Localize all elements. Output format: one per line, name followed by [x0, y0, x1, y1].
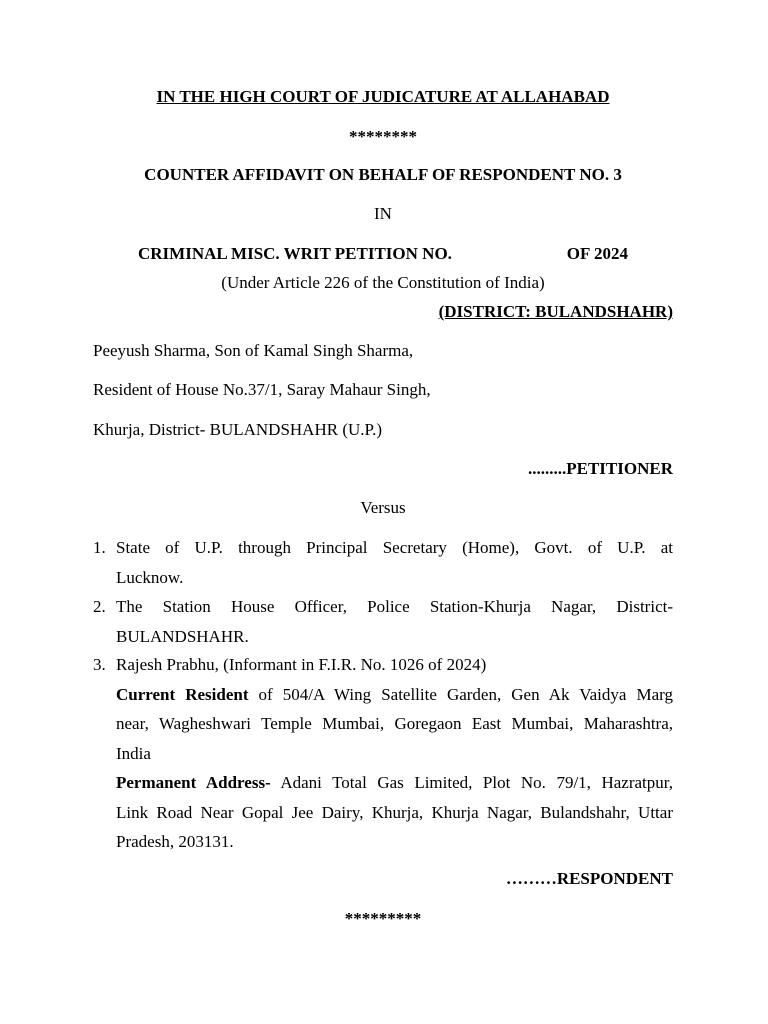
respondent-line: Rajesh Prabhu, (Informant in F.I.R. No. 1026 of 2024)	[116, 655, 487, 674]
respondent-line: Pradesh, 203131.	[116, 832, 234, 851]
respondent-text	[116, 650, 673, 857]
separator-top: ********	[349, 127, 417, 146]
current-resident-line	[116, 680, 673, 710]
list-number: 3.	[93, 655, 106, 674]
permanent-address-label: Permanent Address-	[116, 773, 271, 792]
current-resident-text: of 504/A Wing Satellite Garden, Gen Ak Vaidya Marg	[258, 684, 673, 704]
respondent-line: State of U.P. through Principal Secretary (Home), Govt. of U.P. at	[116, 538, 673, 557]
list-number: 2.	[93, 597, 106, 616]
document-page	[93, 0, 673, 1024]
list-number: 1.	[93, 538, 106, 557]
affidavit-title: COUNTER AFFIDAVIT ON BEHALF OF RESPONDENT NO. 3	[144, 165, 622, 184]
respondent-line: near, Wagheshwari Temple Mumbai, Goregaon East Mumbai, Maharashtra,	[116, 714, 673, 733]
petitioner-line-1: Peeyush Sharma, Son of Kamal Singh Sharma,	[93, 341, 414, 360]
petitioner-label: .........PETITIONER	[528, 459, 673, 478]
respondent-text	[116, 533, 673, 592]
respondent-line: Lucknow.	[116, 567, 184, 587]
petitioner-line-2: Resident of House No.37/1, Saray Mahaur Singh,	[93, 380, 431, 399]
versus-label: Versus	[360, 498, 406, 517]
respondent-line: The Station House Officer, Police Station-Khurja Nagar, District-	[116, 597, 673, 616]
separator-bottom: *********	[344, 909, 422, 928]
court-heading: IN THE HIGH COURT OF JUDICATURE AT ALLAHABAD	[156, 87, 610, 106]
permanent-address-text: Adani Total Gas Limited, Plot No. 79/1, Hazratpur,	[280, 773, 673, 792]
petition-title-row	[138, 243, 628, 265]
article-reference: (Under Article 226 of the Constitution of India)	[221, 273, 545, 292]
petition-title: CRIMINAL MISC. WRIT PETITION NO.	[138, 244, 452, 263]
respondent-line: Link Road Near Gopal Jee Dairy, Khurja, Khurja Nagar, Bulandshahr, Uttar	[116, 802, 673, 822]
current-resident-label: Current Resident	[116, 684, 249, 704]
respondent-line: India	[116, 743, 151, 763]
petitioner-line-3: Khurja, District- BULANDSHAHR (U.P.)	[93, 420, 382, 439]
respondent-label: ………RESPONDENT	[505, 869, 673, 888]
permanent-address-line	[116, 768, 673, 798]
district-label: (DISTRICT: BULANDSHAHR)	[438, 302, 673, 321]
in-word: IN	[374, 204, 392, 223]
petition-year: OF 2024	[566, 244, 628, 263]
respondent-text	[116, 592, 673, 651]
respondent-line: BULANDSHAHR.	[116, 626, 249, 646]
